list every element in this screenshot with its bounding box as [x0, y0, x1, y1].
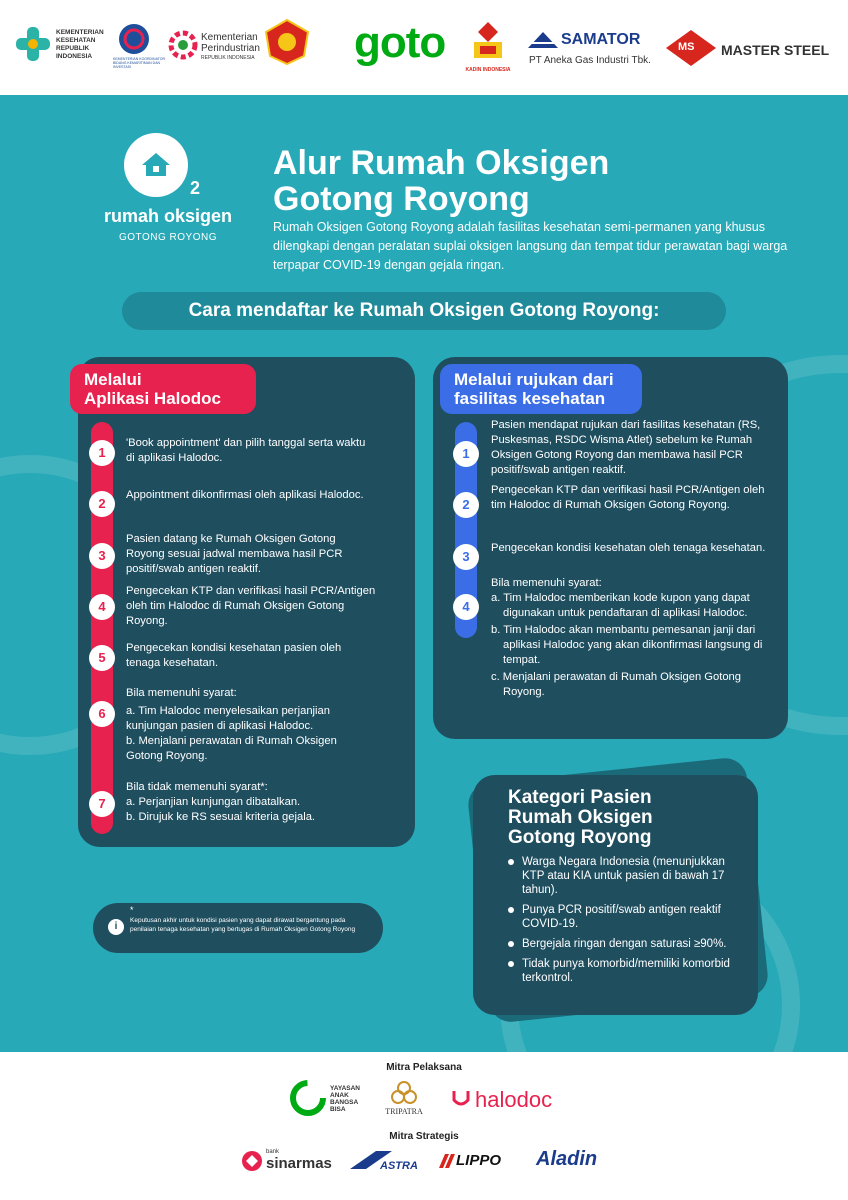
kategori-title-line3: Gotong Royong: [508, 827, 652, 848]
samator-logo-sub: PT Aneka Gas Industri Tbk.: [529, 55, 651, 66]
step-subitem: b. Dirujuk ke RS sesuai kriteria gejala.: [126, 811, 316, 823]
halodoc-logo-text: halodoc: [475, 1087, 553, 1112]
rujukan-title-line1: Melalui rujukan dari: [454, 370, 614, 389]
kemenkes-logo-icon: [14, 25, 52, 63]
step-number: 4: [89, 594, 115, 620]
step-number: 1: [453, 441, 479, 467]
halodoc-step: Pasien datang ke Rumah Oksigen Gotong Royong sesuai jadwal membawa hasil PCR positif/swab antigen reaktif.: [126, 533, 343, 575]
kemenperin-logo-sub: REPUBLIK INDONESIA: [201, 55, 255, 61]
halodoc-step: 'Book appointment' dan pilih tanggal serta waktu di aplikasi Halodoc.: [126, 437, 366, 464]
master-steel-logo-text: MASTER STEEL: [721, 42, 830, 58]
intro-text: Rumah Oksigen Gotong Royong adalah fasilitas kesehatan semi-permanen yang khusus dilengkapi dengan peralatan suplai oksigen langsung dan tempat tidur perawatan bagi warga terpapar COVID-19 dengan gejala ringan.: [273, 220, 788, 272]
step-subitem: c. Menjalani perawatan di Rumah Oksigen Gotong Royong.: [491, 671, 741, 698]
kategori-title: [508, 788, 738, 848]
goto-logo: goto: [354, 18, 446, 67]
rujukan-step: [491, 576, 766, 700]
rujukan-step: Pengecekan KTP dan verifikasi hasil PCR/Antigen oleh tim Halodoc di Rumah Oksigen Gotong Royong.: [491, 484, 765, 511]
kadin-logo-text: KADIN INDONESIA: [465, 67, 511, 73]
partner-logo-header: [0, 0, 848, 95]
sinarmas-logo-text: sinarmas: [266, 1155, 332, 1172]
rujukan-panel-title: [440, 364, 642, 414]
step-subitem: a. Tim Halodoc menyelesaikan perjanjian kunjungan pasien di aplikasi Halodoc.: [126, 705, 330, 732]
sinarmas-logo-icon: [241, 1150, 263, 1172]
kategori-title-line1: Kategori Pasien: [508, 787, 652, 808]
partner-footer: [0, 1052, 848, 1200]
lippo-logo-icon: [435, 1154, 455, 1168]
halodoc-step: [126, 686, 376, 764]
halodoc-step: [126, 780, 376, 825]
house-icon: [123, 132, 189, 198]
kadin-logo-icon: [466, 20, 510, 64]
step-subitem: a. Tim Halodoc memberikan kode kupon yang dapat digunakan untuk pendaftaran di aplikasi Halodoc.: [491, 592, 750, 619]
tripatra-logo-text: TRIPATRA: [385, 1107, 423, 1116]
sinarmas-bank-label: bank: [266, 1149, 280, 1155]
halodoc-step-rail: [91, 422, 113, 834]
kemenperin-gear-icon: [168, 30, 198, 60]
astra-logo-text: ASTRA: [380, 1160, 418, 1172]
step-number: 4: [453, 594, 479, 620]
lippo-logo-text: LIPPO: [456, 1152, 502, 1169]
step-number: 6: [89, 701, 115, 727]
step-number: 7: [89, 791, 115, 817]
halodoc-step: Pengecekan kondisi kesehatan pasien oleh tenaga kesehatan.: [126, 642, 342, 669]
step-number: 2: [89, 491, 115, 517]
kemenkes-logo-text: KEMENTERIAN KESEHATAN REPUBLIK INDONESIA: [56, 29, 104, 60]
yayasan-logo-text: YAYASAN ANAK BANGSA BISA: [330, 1085, 360, 1113]
info-icon: i: [108, 919, 124, 935]
mitra-pelaksana-label: Mitra Pelaksana: [386, 1062, 462, 1073]
halodoc-step: Appointment dikonfirmasi oleh aplikasi Halodoc.: [126, 489, 364, 501]
step-subitem: a. Perjanjian kunjungan dibatalkan.: [126, 796, 301, 808]
master-steel-badge: MS: [678, 41, 695, 53]
footnote-marker: *: [130, 905, 134, 915]
title-line1: Alur Rumah Oksigen: [273, 144, 610, 182]
step-subitem: b. Menjalani perawatan di Rumah Oksigen Gotong Royong.: [126, 735, 337, 762]
kemenko-logo-text: KEMENTERIAN KOORDINATOR BIDANG KEMARITIMAN DAN INVESTASI: [113, 57, 165, 69]
step-condition: Bila tidak memenuhi syarat*:: [126, 781, 268, 793]
step-condition: Bila memenuhi syarat:: [491, 577, 602, 589]
mitra-strategis-label: Mitra Strategis: [389, 1131, 459, 1142]
brand-name: rumah oksigen: [103, 206, 233, 226]
kemenperin-logo-title: Kementerian Perindustrian: [201, 32, 260, 54]
kategori-item: Warga Negara Indonesia (menunjukkan KTP atau KIA untuk pasien di bawah 17 tahun).: [508, 855, 738, 897]
samator-logo-text: SAMATOR: [561, 31, 641, 48]
crest-logo-icon: [264, 18, 310, 66]
halodoc-title-line1: Melalui: [84, 370, 142, 389]
footnote-text: Keputusan akhir untuk kondisi pasien yang dapat dirawat bergantung pada penilaian tenaga kesehatan yang bertugas di Rumah Oksigen Gotong Royong: [130, 917, 356, 933]
title-line2: Gotong Royong: [273, 180, 530, 218]
kategori-item: Punya PCR positif/swab antigen reaktif COVID-19.: [508, 903, 738, 931]
step-number: 5: [89, 645, 115, 671]
brand-tagline: GOTONG ROYONG: [119, 232, 217, 243]
halodoc-logo-icon: [450, 1088, 472, 1110]
kategori-title-line2: Rumah Oksigen: [508, 807, 653, 828]
kategori-item: Tidak punya komorbid/memiliki komorbid terkontrol.: [508, 957, 738, 985]
step-number: 2: [453, 492, 479, 518]
step-condition: Bila memenuhi syarat:: [126, 687, 237, 699]
howto-heading: Cara mendaftar ke Rumah Oksigen Gotong Royong:: [122, 292, 726, 330]
step-number: 3: [453, 544, 479, 570]
step-number: 3: [89, 543, 115, 569]
rujukan-step: Pasien mendapat rujukan dari fasilitas kesehatan (RS, Puskesmas, RSDC Wisma Atlet) sebelum ke Rumah Oksigen Gotong Royong dan membawa hasil PCR positif/swab antigen reaktif.: [491, 419, 761, 476]
halodoc-panel-title: [70, 364, 256, 414]
yayasan-logo-icon: [290, 1080, 326, 1116]
halodoc-title-line2: Aplikasi Halodoc: [84, 389, 221, 408]
samator-logo-icon: [528, 30, 558, 50]
page-title: [273, 145, 753, 217]
brand-superscript: 2: [190, 178, 201, 198]
kategori-list: [508, 855, 738, 991]
halodoc-step: Pengecekan KTP dan verifikasi hasil PCR/Antigen oleh tim Halodoc di Rumah Oksigen Gotong Royong.: [126, 585, 376, 627]
rujukan-title-line2: fasilitas kesehatan: [454, 389, 606, 408]
kemenko-logo-icon: [117, 22, 151, 56]
tripatra-logo-icon: [389, 1080, 419, 1106]
kategori-item: Bergejala ringan dengan saturasi ≥90%.: [508, 937, 738, 951]
step-subitem: b. Tim Halodoc akan membantu pemesanan janji dari aplikasi Halodoc yang akan dikonfirmasi langsung di tempat.: [491, 624, 763, 666]
step-number: 1: [89, 440, 115, 466]
aladin-logo-text: Aladin: [536, 1148, 598, 1170]
rujukan-step: Pengecekan kondisi kesehatan oleh tenaga kesehatan.: [491, 542, 766, 554]
